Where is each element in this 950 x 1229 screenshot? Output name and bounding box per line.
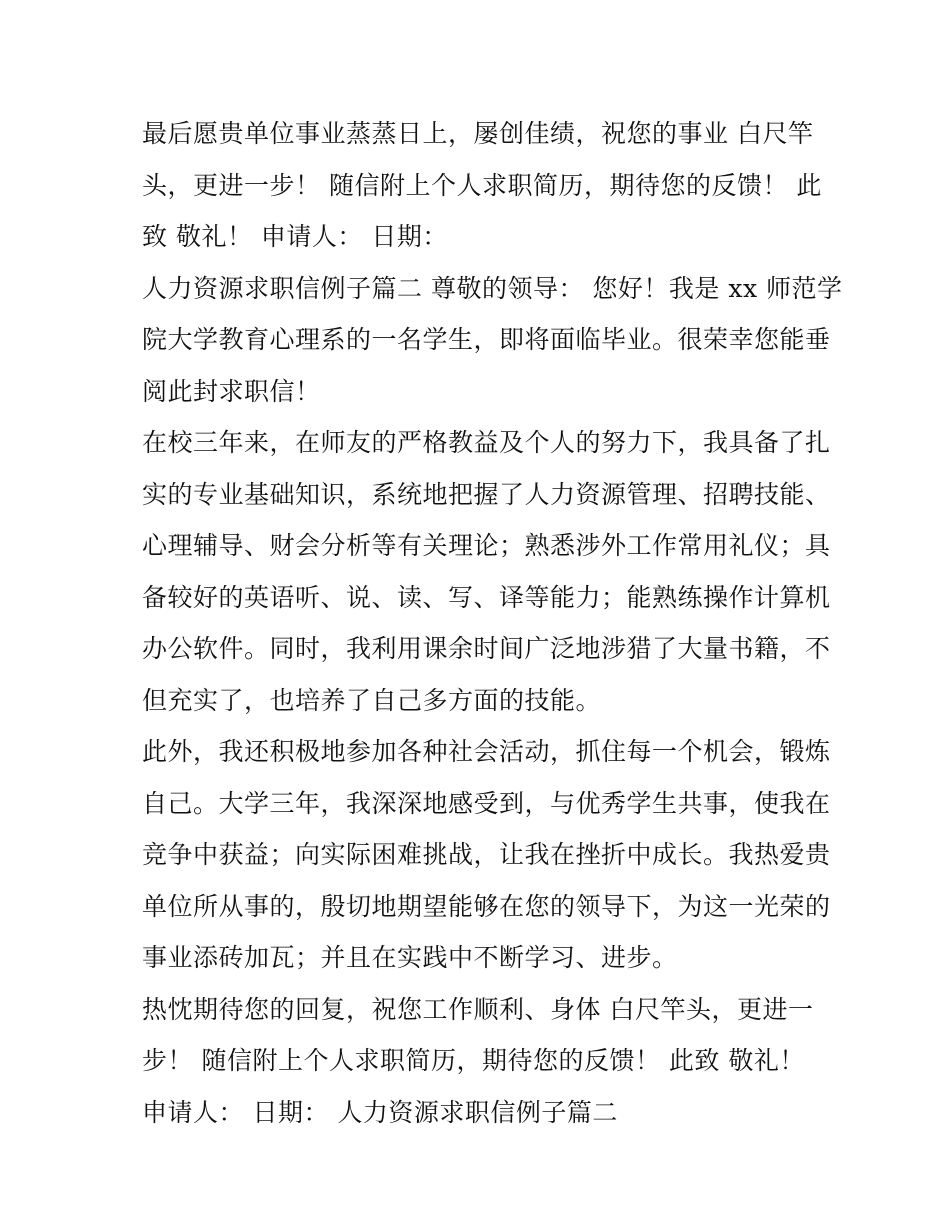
text-line: 实的专业基础知识，系统地把握了人力资源管理、招聘技能、	[142, 479, 831, 509]
text-line: 阅此封求职信！	[142, 376, 321, 406]
text-line: 院大学教育心理系的一名学生，即将面临毕业。很荣幸您能垂	[142, 325, 831, 354]
text-line: 自己。大学三年，我深深地感受到，与优秀学生共事，使我在	[142, 788, 831, 818]
document-body	[142, 108, 843, 1138]
text-line: 备较好的英语听、说、读、写、译等能力；能熟练操作计算机	[142, 582, 831, 612]
text-line: 步！ 随信附上个人求职简历，期待您的反馈！ 此致 敬礼！	[142, 1046, 805, 1075]
text-line: 但充实了，也培养了自己多方面的技能。	[142, 685, 602, 715]
text-line: 单位所从事的，殷切地期望能够在您的领导下，为这一光荣的	[142, 891, 831, 921]
text-line: 头，更进一步！ 随信附上个人求职简历，期待您的反馈！ 此	[142, 170, 822, 200]
text-line: 办公软件。同时，我利用课余时间广泛地涉猎了大量书籍，不	[142, 634, 831, 663]
text-line: 最后愿贵单位事业蒸蒸日上，屡创佳绩，祝您的事业 白尺竿	[142, 119, 814, 148]
text-line: 致 敬礼！ 申请人： 日期：	[142, 222, 448, 251]
text-line: 人力资源求职信例子篇二 尊敬的领导： 您好！我是 xx 师范学	[142, 273, 843, 303]
text-line: 心理辅导、财会分析等有关理论；熟悉涉外工作常用礼仪；具	[142, 531, 831, 560]
text-line: 热忱期待您的回复，祝您工作顺利、身体 白尺竿头，更进一	[142, 994, 814, 1024]
text-line: 此外，我还积极地参加各种社会活动，抓住每一个机会，锻炼	[142, 737, 831, 766]
text-line: 申请人： 日期： 人力资源求职信例子篇二	[142, 1097, 618, 1127]
text-line: 竞争中获益；向实际困难挑战，让我在挫折中成长。我热爱贵	[142, 840, 831, 869]
text-line: 事业添砖加瓦；并且在实践中不断学习、进步。	[142, 943, 678, 972]
text-line: 在校三年来，在师友的严格教益及个人的努力下，我具备了扎	[142, 428, 831, 457]
